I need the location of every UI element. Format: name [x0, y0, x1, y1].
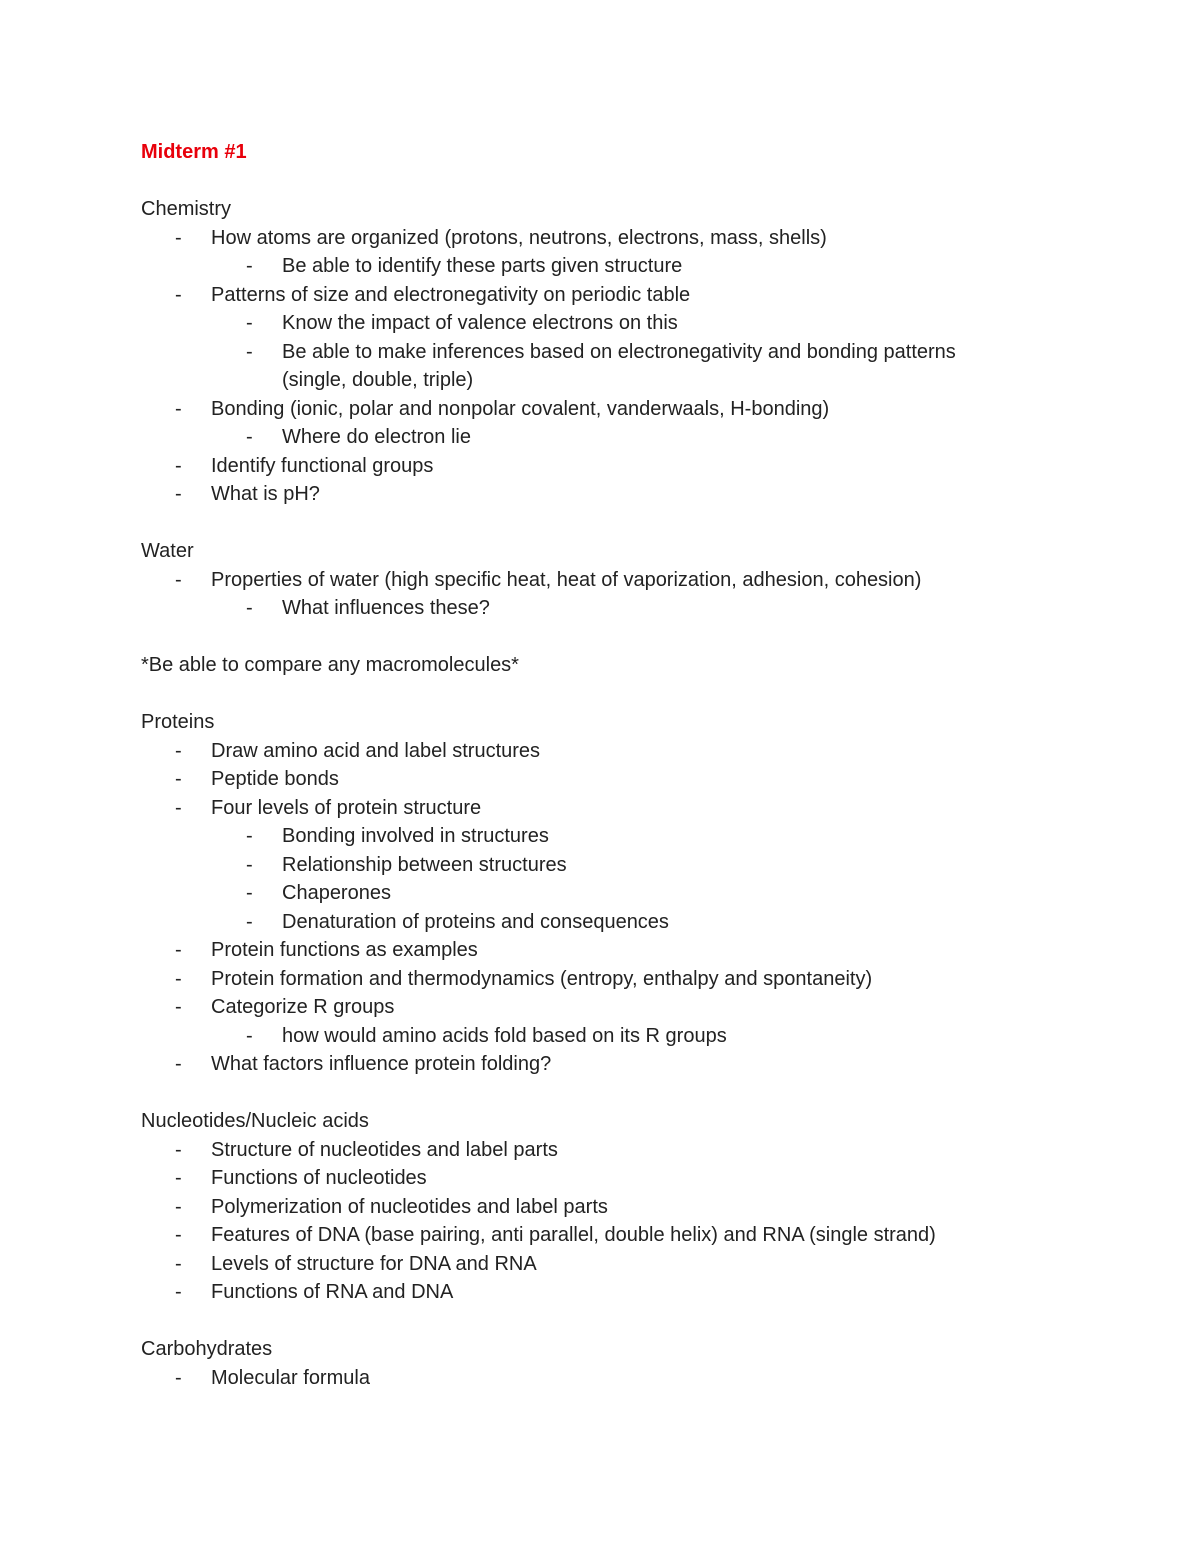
sub-list-item-text: Be able to identify these parts given structure	[282, 255, 683, 277]
sub-list-item	[141, 908, 1022, 937]
bullet-dash: -	[246, 825, 253, 847]
list-item	[141, 1164, 1101, 1193]
bullet-dash: -	[175, 796, 182, 819]
bullet-dash: -	[175, 283, 182, 306]
list-item-text: What factors influence protein folding?	[211, 1053, 552, 1075]
blank-line	[141, 623, 1101, 652]
sub-list-item	[141, 252, 1022, 281]
bullet-dash: -	[246, 426, 253, 448]
bullet-dash: -	[246, 312, 253, 334]
list-item	[141, 1278, 1101, 1307]
sub-list-item	[141, 879, 1022, 908]
list-item	[141, 480, 1101, 509]
list-item	[141, 1193, 1101, 1222]
sub-list-item-text: Where do electron lie	[282, 426, 471, 448]
list-item	[141, 765, 1101, 794]
section-note: *Be able to compare any macromolecules*	[141, 654, 519, 676]
list-item-text: Polymerization of nucleotides and label parts	[211, 1195, 608, 1218]
list-item	[141, 1221, 1101, 1250]
list-item-text: Bonding (ionic, polar and nonpolar covalent, vanderwaals, H-bonding)	[211, 397, 830, 420]
list-item-text: Four levels of protein structure	[211, 796, 482, 819]
section-heading: Nucleotides/Nucleic acids	[141, 1110, 369, 1132]
bullet-dash: -	[175, 1053, 182, 1075]
list-item	[141, 1136, 1101, 1165]
bullet-dash: -	[175, 768, 182, 790]
bullet-dash: -	[246, 255, 253, 277]
sub-list-item-text: how would amino acids fold based on its R groups	[282, 1024, 727, 1047]
sub-list-item-text: Chaperones	[282, 882, 391, 904]
list-item	[141, 566, 1101, 595]
bullet-dash: -	[175, 397, 182, 420]
list-item	[141, 1364, 1101, 1393]
list-item	[141, 737, 1101, 766]
sub-list-item	[141, 338, 1022, 395]
document-title: Midterm #1	[141, 141, 247, 163]
bullet-dash: -	[175, 967, 182, 990]
sub-list-item	[141, 594, 1022, 623]
sub-list-item	[141, 309, 1022, 338]
section-heading: Chemistry	[141, 198, 232, 220]
list-item	[141, 395, 1101, 424]
list-item-text: Functions of nucleotides	[211, 1167, 427, 1189]
bullet-dash: -	[175, 996, 182, 1018]
list-item	[141, 452, 1101, 481]
sub-list-item-text: Denaturation of proteins and consequences	[282, 910, 669, 933]
sub-list-item	[141, 822, 1022, 851]
sub-list-item-text: Be able to make inferences based on electronegativity and bonding patterns (single, double, triple)	[282, 340, 956, 391]
blank-line	[141, 680, 1101, 709]
section-heading: Water	[141, 540, 194, 562]
bullet-dash: -	[175, 568, 182, 591]
list-item	[141, 965, 1101, 994]
list-item-text: Protein formation and thermodynamics (entropy, enthalpy and spontaneity)	[211, 967, 873, 990]
document-body	[141, 138, 1101, 1392]
list-item	[141, 1050, 1101, 1079]
bullet-dash: -	[246, 853, 253, 876]
bullet-dash: -	[175, 1366, 182, 1389]
bullet-dash: -	[175, 739, 182, 762]
list-item-text: Categorize R groups	[211, 996, 395, 1018]
list-item-text: Draw amino acid and label structures	[211, 739, 541, 762]
list-item-text: Features of DNA (base pairing, anti parallel, double helix) and RNA (single strand)	[211, 1224, 936, 1246]
bullet-dash: -	[246, 1024, 253, 1047]
bullet-dash: -	[175, 483, 182, 505]
sub-list-item-text: Relationship between structures	[282, 853, 567, 876]
sub-list-item	[141, 423, 1022, 452]
list-item-text: Protein functions as examples	[211, 939, 478, 961]
bullet-dash: -	[246, 910, 253, 933]
list-item-text: How atoms are organized (protons, neutrons, electrons, mass, shells)	[211, 226, 827, 249]
list-item-text: Identify functional groups	[211, 454, 434, 477]
blank-line	[141, 509, 1101, 538]
list-item	[141, 936, 1101, 965]
bullet-dash: -	[246, 340, 253, 363]
bullet-dash: -	[175, 226, 182, 249]
bullet-dash: -	[175, 1195, 182, 1218]
section-heading: Proteins	[141, 711, 215, 733]
bullet-dash: -	[175, 454, 182, 477]
list-item-text: Patterns of size and electronegativity on periodic table	[211, 283, 691, 306]
list-item-text: Peptide bonds	[211, 768, 339, 790]
list-item	[141, 224, 1101, 253]
list-item	[141, 281, 1101, 310]
list-item-text: Functions of RNA and DNA	[211, 1281, 454, 1303]
blank-line	[141, 1307, 1101, 1336]
sub-list-item	[141, 851, 1022, 880]
bullet-dash: -	[246, 882, 253, 904]
bullet-dash: -	[246, 597, 253, 619]
list-item-text: Properties of water (high specific heat, heat of vaporization, adhesion, cohesion)	[211, 568, 922, 591]
list-item	[141, 1250, 1101, 1279]
list-item	[141, 794, 1101, 823]
list-item-text: Molecular formula	[211, 1366, 370, 1389]
list-item-text: Structure of nucleotides and label parts	[211, 1138, 558, 1161]
blank-line	[141, 1079, 1101, 1108]
blank-line	[141, 167, 1101, 196]
bullet-dash: -	[175, 1281, 182, 1303]
bullet-dash: -	[175, 939, 182, 961]
bullet-dash: -	[175, 1252, 182, 1275]
bullet-dash: -	[175, 1138, 182, 1161]
list-item	[141, 993, 1101, 1022]
bullet-dash: -	[175, 1167, 182, 1189]
sub-list-item	[141, 1022, 1022, 1051]
list-item-text: Levels of structure for DNA and RNA	[211, 1252, 537, 1275]
sub-list-item-text: Know the impact of valence electrons on this	[282, 312, 678, 334]
bullet-dash: -	[175, 1224, 182, 1246]
section-heading: Carbohydrates	[141, 1338, 273, 1360]
sub-list-item-text: What influences these?	[282, 597, 490, 619]
list-item-text: What is pH?	[211, 483, 320, 505]
sub-list-item-text: Bonding involved in structures	[282, 825, 549, 847]
